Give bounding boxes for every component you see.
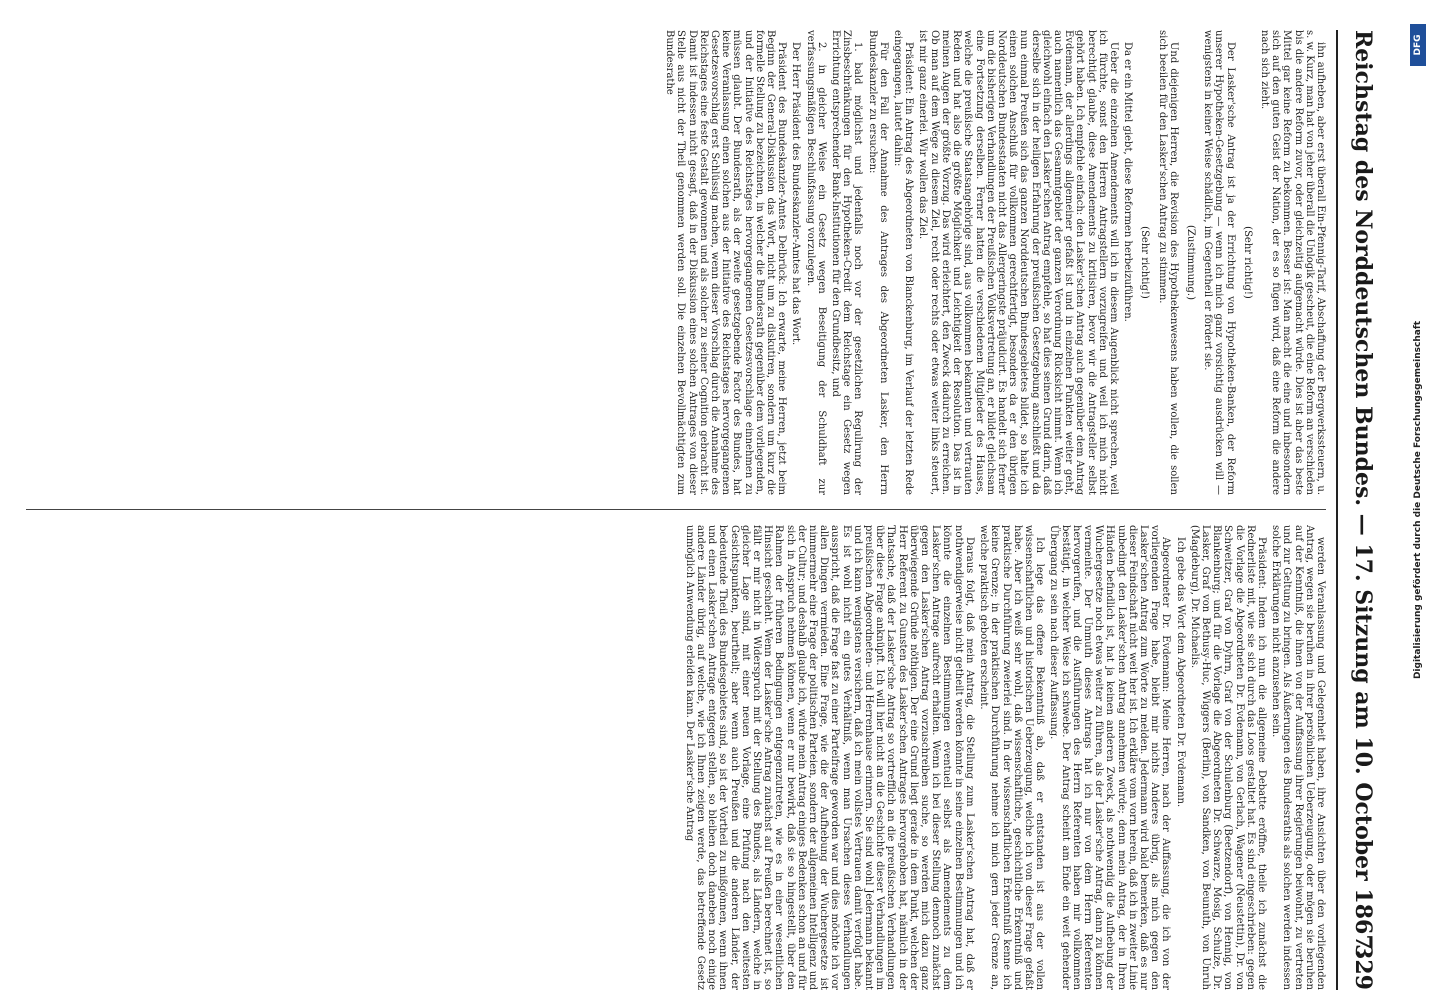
paragraph: Da er ein Mittel giebt, diese Reformen herbeizuführen. [1122,42,1134,322]
paragraph: Und diejenigen Herren, die Revision des Hypothekenwesens haben wollen, die sollen sich beeilen für den Lasker'schen Antrag zu stimmen. [1156,30,1179,495]
paragraph: Ich gebe das Wort dem Abgeordneten Dr. Evdemann. [1174,537,1186,808]
paragraph: Ueber die einzelnen Amendements will ich in diesem Augenblick nicht sprechen, weil ich fürchte, sonst den Herren Antragstellern vorzugreifen und weil ich mich nicht berechtigt glaube, diese Amendements zu kritisiren, bevor wir die Antragsteller selbst gehört haben. Ich empfehle einfach: den Lasker'schen Antrag auch gegenüber dem Antrag Evdemann, der allerdings allgemeiner gefaßt ist und in einzelnen Punkten weiter geht, auch namentlich das Gesammtgebiet der ganzen Verordnung Rücksicht nimmt. Wenn ich gleichwohl einfach den Lasker'schen Antrag empfehle, so hat dies seinen Grund darin, daß derselbe sich in der heiligen Erfahrung der preußischen Gesetzgebung anschließt und da nun einmal Preußen sich das ganzen Norddeutschen Bundesgebietes bildet, so halte ich einen solchen Anschluß für vollkommen gerechtfertigt, besonders da er den übrigen Norddeutschen Bundesstaaten nicht das Allergeringste präjudicirt. Es handelt sich ferner um die bisherigen Verhandlungen der Preußischen Volksvertretung an, er bildet gleichsam eine Fortsetzung derselben. Ferner hatten die verschiedenen Mitglieder des Hauses, welche die preußische Staatsangehörige sind, aus vollkommen bekannten und vertrauten Reden und hat also die größte Möglichkeit und Leichtigkeit der Resolution. Das ist in meinen Augen der größte Vorzug. Das wird erleichtert, den Zweck dadurch zu erreichen. Ob man auf dem Wege zu diesem Ziel, recht oder rechts oder etwas weiter links steuert, ist mir ganz einerlei. Wir wollen das Ziel. [917,30,1119,495]
centered-remark: (Zustimmung.) [1184,225,1196,300]
paragraph: 1. bald möglichst und jedenfalls noch vor der gesetzlichen Regulirung der Zinsbeschränkungen für den Hypotheken-Credit dem Reichstage ein Gesetz wegen Errichtung entsprechender Bank-Institutionen für den Grundbesitz, und [830,30,864,495]
funding-note: Digitalisierung gefördert durch die Deutsche Forschungsgemeinschaft [1413,320,1423,680]
column-divider [26,509,1326,510]
paragraph: Abgeordneter Dr. Evdemann: Meine Herren, nach der Auffassung, die ich von der vorliegenden Frage habe, bleibt mir nichts Anderes übrig, als mich gegen den Lasker'schen Antrag zum Worte zu melden. Jedermann wird bald bemerken, daß es nur dieser Feindschaft nicht weit her ist. Ich erkläre vom vorn herein, daß ich in zweiter Linie unbedingt den Lasker'schen Antrag annehmen würde; denn mein Antrag, der in Ihren Händen befindlich ist, hat ja keinen anderen Zweck, als nothwendig die Aufhebung der Wuchergesetze noch etwas weiter zu führen, als der Lasker'sche Antrag, dann zu können vermeinte. Der Unmuth dieses Antrags hat ich nur von dem Herrn Referenten hervorgerufen, und die Ausführungen des Herrn Referenten haben mir vollkommen bestätigt, in welcher Weise ich schwebe. Der Antrag scheint am Ende ein weit gehender Übergang zu sein nach dieser Auffassung. [1048,525,1172,990]
text-column-left [26,30,1326,495]
header-session: 17. Sitzung am 10. October 1867. [1350,543,1376,958]
paragraph: Für den Fall der Annahme des Antrages des Abgeordneten Lasker, den Herrn Bundeskanzler zu ersuchen: [866,30,889,495]
paragraph: Der Herr Präsident des Bundeskanzler-Amtes hat das Wort. [790,42,802,346]
running-header [1342,30,1382,990]
paragraph: Ich lege das offene Bekenntniß ab, daß er entstanden ist aus der vollen wissenschaftlichen und historischen Ueberzeugung, welche ich von dieser Frage gefaßt habe. Aber ich weiß sehr wohl, daß wissenschaftliche, geschichtliche Erkenntniß und praktische Durchführung zweierlei sind. In der wissenschaftlichen Erkenntniß kenne ich keine Grenze; in der praktischen Durchführung nehme ich mich gern jeder Grenze an, welche praktisch geboten erscheint. [978,525,1046,990]
paragraph: Präsident: Indem ich nun die allgemeine Debatte eröffne, theile ich zunächst die Rednerliste mit, wie sie sich durch das Loos gestaltet hat. Es sind eingeschrieben: gegen die Vorlage die Abgeordneten Dr. Evdemann, von Gerlach, Wagener (Neustettin), Dr. von Schweitzer, Graf von Dyhrn, Graf von der Schulenburg (Beetzendorf), von Hennig, von Blankenburg; und für die Vorlage die Abgeordneten Dr. Schwarze, Mosig, Schulze, Dr. Lasker, Graf von Bethusy-Huc, Wiggers (Berlin), von Sandken, von Beunuth, von Unruh (Magdeburg), Dr. Michaelis. [1188,525,1267,990]
header-title: Reichstag des Norddeutschen Bundes. — [1350,30,1376,536]
paragraph: ihn aufheben, aber erst überall Ein-Pfennig-Tarif, Abschaffung der Bergwerkssteuern, u. s. w. Kurz, man hat von jeher überall die Unlogik gescheut, die eine Reform an verschieden bis die andere Reform zuvor, oder gleichzeitig aufgemacht würde. Dies ist aber das beste Mittel gar keine Reform zu bekommen. Besser ist: Man macht die eine und inbesondern sich auf den guten Geist der Nation, der es so fügen wird, daß eine Reform die andere nach sich zieht. [1258,30,1326,495]
dfg-logo [1410,24,1426,66]
paragraph: Präsident: Ein Antrag des Abgeordneten von Blanckenburg, im Verlauf der letzten Rede eingegangen, lautet dahin: [892,30,915,495]
page-number: 329 [1350,944,1376,990]
header-publication [1350,30,1376,957]
paragraph: Daraus folgt, daß mein Antrag, die Stellung zum Lasker'schen Antrag hat, daß er nothwendigerweise nicht getheilt werden könnte in seine einzelnen Bestimmungen und ich könnte die einzelnen Bestimmungen eventuell selbst als Amendements zu dem Lasker'schen Antrage aufrecht erhalten. Wenn ich bei dieser Stellung dennoch zunächst gegen den Lasker'schen Antrag vorzuschreiben suche, so werden mich dazu ganz überwiegende Gründe nöthigen. Der eine Grund liegt gerade in dem Punkt, welchen der Herr Referent zu Gunsten des Lasker'schen Antrages hervorgehoben hat, nämlich in der Thatsache, daß der Lasker'sche Antrag so vortrefflich an die preußischen Verhandlungen über diese Frage anknüpft. Ich will hier nicht an die Geschichte dieser Verhandlungen im preußischen Abgeordneten- und Herrenhause erinnern. Sie sind wohl Jedermann bekannt und ich kann wenigstens versichern, daß ich mein vollstes Vertrauen damit verfolgt habe. Es ist wohl nicht ein gutes Verhältniß, wenn man Ursachen dieses Verhandlungen ausspricht, daß die Frage fast zu einer Parteifrage geworden war und dies möchte ich vor allen Dingen vermieden. Eine Frage, wie die der Aufhebung der Wuchergesetze ist nimmermehr eine Frage der politischen Parteien, sondern der allgemeinen Intelligenz und der Cultur; und deshalb glaube ich, würde mein Antrag einiges Bedenken schon an und für sich in Anspruch nehmen können, wenn er nur bewirkt, daß sie so hingestellt, über den Rahmen der früheren Bedingungen entgegenzutreten, wie es in einer wesentlichen Hinsicht geschieht. Wenn der Lasker'sche Antrag zunächst auf Preußen berechnet ist, so fällt er mir nicht in Widerspruch mit der Stellung des Bundes, als Ländern, welche in gleicher Lage sind, mit einer neuen Vorlage, eine Prüfung nach den weitesten Gesichtspunkten, beurtheilt; aber wenn auch Preußen und die anderen Länder, der bedeutende Theil des Bundesgebietes sind, so ist der Vortheil zu mißgönnen, wenn ihnen und einen Lasker'schen Antrage entgegen stellen, so bleiben doch daneben noch einige andere Länder übrig, auf welche, wie ich Ihnen zeigen werde, das betreffende Gesetz unmöglich Anwendung erleiden kann. Der Lasker'sche Antrag [683,525,975,990]
funding-strip [1404,15,1432,985]
dfg-logo-text: DFG [1413,34,1423,56]
text-column-right [26,525,1326,990]
paragraph: Der Lasker'sche Antrag ist ja der Errichtung von Hypotheken-Banken, der Reform unserer Hypotheken-Gesetzgebung — wenn ich mich ganz vorsichtig ausdrücken will — wenigstens in keiner Weise schädlich, im Gegentheil er fördert sie. [1202,30,1236,495]
paragraph: werden Veranlassung und Gelegenheit haben, ihre Ansichten über den vorliegenden Antrag, wegen sie beruhen in ihrer persönlichen Ueberzeugung, oder mögen sie beruhen auf der Kenntniß, die ihnen von der Auffassung ihrer Regierungen beiwohnt, zu vertreten und zur Geltung zu bringen. Als Äußerungen des Bundesraths als solchen werden indessen solche Erklärungen nicht anzusehen sein. [1270,525,1326,990]
centered-remark: (Sehr richtig!) [1241,226,1253,299]
page-content [22,30,1382,990]
paragraph: 2. in gleicher Weise ein Gesetz wegen Beseitigung der Schuldhaft zur verfassungsmäßigen Beschlußfassung vorzulegen. [804,30,827,495]
paragraph: Präsident des Bundeskanzler-Amtes Delbrück: Ich erwarte, meine Herren, jetzt beim Beginn der General-Diskussion das Wort, nicht um zu diskutiren, sondern um kurz die formelle Stellung zu bezeichnen, in welcher die Bundesrath gegenüber dem vorliegenden, und der Initiative des Reichstages hervorgegangenen Gesetzesvorschlage einnehmen zu müssen glaubt. Der Bundesrath, als der zweite gesetzgebende Factor des Bundes, hat keine Veranlassung einen solchen aus der Initiative des Reichstages hervorgegangenen Gesetzesvorschlag erst Schlüssig machen, wenn dieser Vorschlag durch die Annahme des Reichstages eine feste Gestalt gewonnen und als solcher zu seiner Cognition gebracht ist. Damit ist indessen nicht gesagt, daß in der Diskussion eines solchen Antrages von dieser Stelle aus nicht der Theil genommen werden soll. Die einzelnen Bevollmächtigten zum Bundesrathe [664,30,788,495]
centered-remark: (Sehr richtig!) [1139,226,1151,299]
header-rule [1336,30,1338,990]
